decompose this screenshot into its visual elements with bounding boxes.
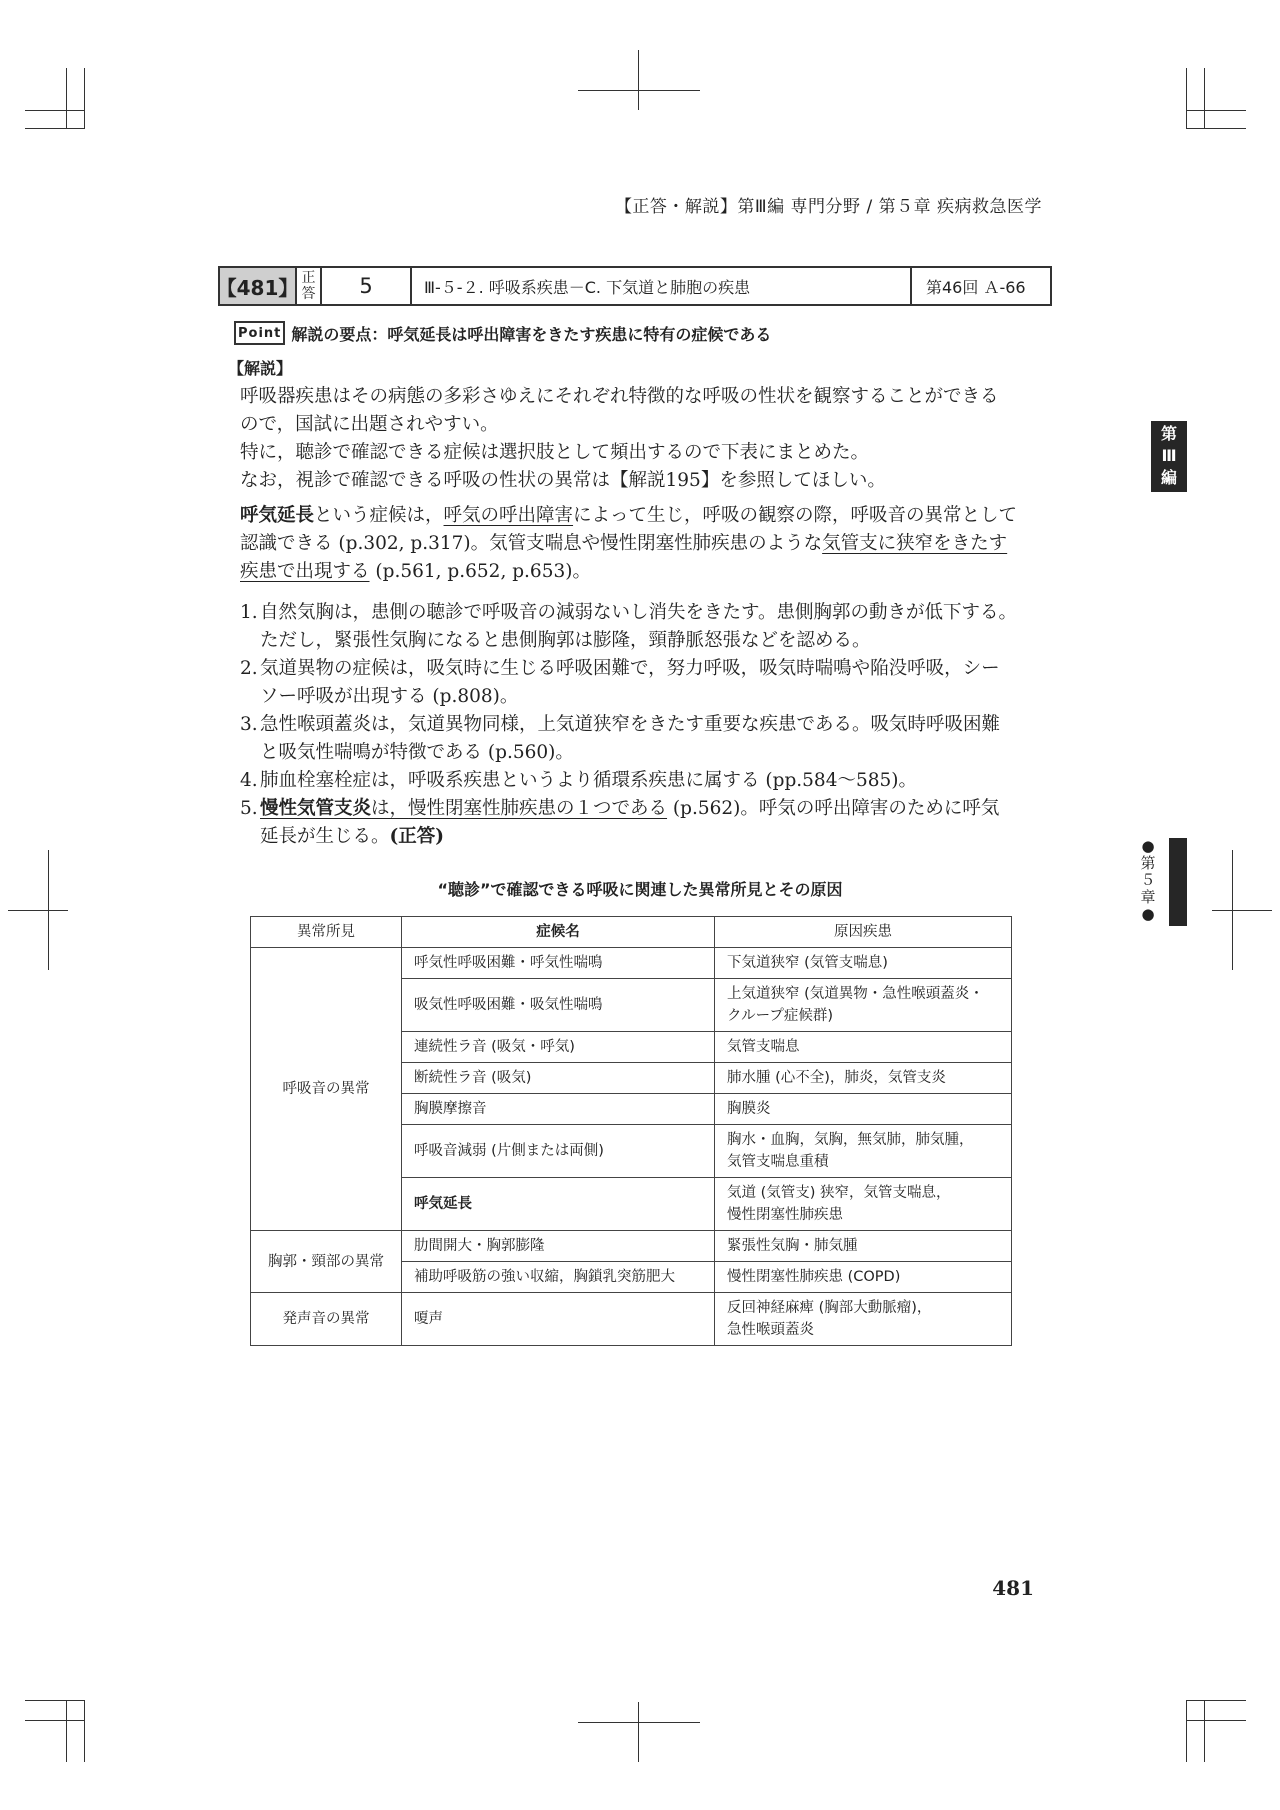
seito-label [297, 268, 322, 304]
correct-tag: (正答) [389, 826, 445, 847]
underlined-phrase: 慢性閉塞性肺疾患の１つである [408, 798, 668, 819]
question-category: Ⅲ-５-２. 呼吸系疾患－C. 下気道と肺胞の疾患 [412, 268, 912, 304]
crop-mark [1186, 1720, 1246, 1721]
kaisetsu-heading: 【解説】 [228, 359, 293, 378]
cause-line: 慢性閉塞性肺疾患 [727, 1207, 843, 1223]
intro-line: ので，国試に出題されやすい。 [240, 414, 499, 435]
tab-char: 編 [1160, 468, 1177, 487]
exam-reference: 第46回 Ａ-66 [926, 277, 1026, 297]
cause-cell: 慢性閉塞性肺疾患 (COPD) [715, 1262, 1012, 1293]
crop-mark [84, 1700, 85, 1762]
crop-mark [1186, 68, 1187, 128]
crop-mark [1186, 1700, 1246, 1701]
crop-mark [1204, 68, 1205, 128]
tab-char: 章 [1140, 888, 1156, 906]
crop-mark [25, 110, 85, 111]
text-span: 延長が生じる。 [260, 826, 390, 847]
crop-mark [1212, 910, 1272, 911]
crop-mark [66, 1700, 67, 1762]
cause-line: 上気道狭窄 (気道異物・急性喉頭蓋炎・ [727, 986, 984, 1002]
intro-paragraph [240, 383, 1040, 495]
table-title: “聴診”で確認できる呼吸に関連した異常所見とその原因 [437, 880, 843, 899]
point-text: 解説の要点：呼気延長は呼出障害をきたす疾患に特有の症候である [291, 324, 772, 344]
underlined-phrase: 気管支に狭窄をきたす [822, 533, 1008, 554]
explanation-paragraph [240, 502, 1040, 586]
intro-line: なお，視診で確認できる呼吸の性状の異常は【解説195】を参照してほしい。 [240, 470, 886, 491]
cause-cell [715, 1178, 1012, 1231]
category-cell: 発声音の異常 [251, 1293, 402, 1346]
crop-mark [1186, 1700, 1187, 1762]
text-span: (p.561, p.652, p.653)。 [369, 561, 591, 582]
cause-line: 胸水・血胸，気胸，無気肺，肺気腫， [727, 1132, 974, 1148]
cause-cell: 胸膜炎 [715, 1094, 1012, 1125]
tab-char: 第 [1140, 854, 1156, 872]
answer-number: 4. [240, 770, 258, 791]
crop-mark [1204, 1700, 1205, 1762]
cause-cell: 肺水腫 (心不全)，肺炎，気管支炎 [715, 1063, 1012, 1094]
point-line [234, 321, 771, 345]
question-header [218, 266, 1052, 306]
answer-line: 肺血栓塞栓症は，呼吸系疾患というより循環系疾患に属する (pp.584〜585)。 [260, 770, 918, 791]
crop-mark [8, 910, 68, 911]
answer-line: 急性喉頭蓋炎は，気道異物同様，上気道狭窄をきたす重要な疾患である。吸気時呼吸困難 [260, 714, 1001, 735]
running-header: 【正答・解説】第Ⅲ編 専門分野 / 第５章 疾病救急医学 [614, 197, 1042, 217]
answer-item [240, 655, 1050, 711]
answer-line: と吸気性喘鳴が特徴である (p.560)。 [260, 742, 574, 763]
symptom-cell: 嗄声 [402, 1293, 715, 1346]
crop-mark [25, 1700, 85, 1701]
underlined-phrase: 疾患で出現する [240, 561, 370, 582]
crop-mark [578, 90, 700, 91]
cause-line: 急性喉頭蓋炎 [727, 1322, 814, 1338]
symptom-cell: 呼吸音減弱 (片側または両側) [402, 1125, 715, 1178]
answer-item [240, 767, 1050, 795]
answer-number: 2. [240, 658, 258, 679]
answer-item [240, 599, 1050, 655]
symptom-cell: 胸膜摩擦音 [402, 1094, 715, 1125]
cause-cell [715, 979, 1012, 1032]
answer-line: 気道異物の症候は，吸気時に生じる呼吸困難で，努力呼吸，吸気時喘鳴や陥没呼吸，シー [260, 658, 1000, 679]
point-icon: Point [234, 321, 285, 345]
text-span: という症候は， [314, 505, 444, 526]
correct-answer: 5 [322, 268, 412, 304]
intro-line: 呼吸器疾患はその病態の多彩さゆえにそれぞれ特徴的な呼吸の性状を観察することができる [240, 386, 999, 407]
crop-mark [578, 1722, 700, 1723]
text-span: によって生じ，呼吸の観察の際，呼吸音の異常として [573, 505, 1018, 526]
crop-mark [638, 1702, 639, 1762]
tab-char: ● [1141, 905, 1155, 923]
seito-char: 答 [301, 286, 316, 302]
symptom-cell: 肋間開大・胸郭膨隆 [402, 1231, 715, 1262]
answer-list [240, 599, 1050, 851]
cause-cell: 下気道狭窄 (気管支喘息) [715, 948, 1012, 979]
table-row [251, 1231, 1012, 1262]
category-cell: 呼吸音の異常 [251, 948, 402, 1231]
key-term: 呼気延長 [240, 505, 315, 526]
cause-cell [715, 1293, 1012, 1346]
underlined-phrase: 慢性気管支炎 [260, 798, 372, 819]
underlined-phrase: 呼気の呼出障害 [443, 505, 574, 526]
cause-line: 気管支喘息重積 [727, 1154, 829, 1170]
table-row [251, 948, 1012, 979]
answer-number: 1. [240, 602, 258, 623]
cause-cell: 緊張性気胸・肺気腫 [715, 1231, 1012, 1262]
findings-table [250, 916, 1012, 1346]
table-row [251, 1293, 1012, 1346]
cause-cell: 気管支喘息 [715, 1032, 1012, 1063]
crop-mark [1186, 110, 1246, 111]
crop-mark [25, 128, 85, 129]
answer-line: ソー呼吸が出現する (p.808)。 [260, 686, 519, 707]
symptom-cell: 呼気延長 [402, 1178, 715, 1231]
part-tab [1151, 421, 1187, 492]
text-span: (p.562)。呼気の呼出障害のために呼気 [667, 798, 1000, 819]
category-cell: 胸郭・頸部の異常 [251, 1231, 402, 1293]
cause-line: 反回神経麻痺 (胸部大動脈瘤)， [727, 1300, 932, 1316]
tab-char: 第 [1160, 424, 1177, 443]
underlined-phrase: は， [371, 798, 409, 819]
tab-char: Ⅲ [1161, 446, 1177, 465]
answer-line: ただし，緊張性気胸になると患側胸郭は膨隆，頸静脈怒張などを認める。 [260, 630, 871, 651]
text-span: 認識できる (p.302, p.317)。気管支喘息や慢性閉塞性肺疾患のような [240, 533, 823, 554]
symptom-cell: 吸気性呼吸困難・吸気性喘鳴 [402, 979, 715, 1032]
answer-item [240, 795, 1050, 851]
intro-line: 特に，聴診で確認できる症候は選択肢として頻出するので下表にまとめた。 [240, 442, 870, 463]
column-header: 原因疾患 [715, 917, 1012, 948]
question-number: 【481】 [220, 268, 297, 304]
crop-mark [66, 68, 67, 128]
column-header: 症候名 [402, 917, 715, 948]
cause-line: 気道 (気管支) 狭窄，気管支喘息， [727, 1185, 951, 1201]
crop-mark [25, 1720, 85, 1721]
symptom-cell: 断続性ラ音 (吸気) [402, 1063, 715, 1094]
cause-line: クループ症候群) [727, 1008, 833, 1024]
symptom-cell: 連続性ラ音 (吸気・呼気) [402, 1032, 715, 1063]
table-header-row [251, 917, 1012, 948]
page-number: 481 [992, 1576, 1034, 1600]
answer-number: 5. [240, 798, 258, 819]
seito-char: 正 [301, 270, 316, 286]
answer-line: 自然気胸は，患側の聴診で呼吸音の減弱ないし消失をきたす。患側胸郭の動きが低下する。 [260, 602, 1018, 623]
symptom-cell: 補助呼吸筋の強い収縮，胸鎖乳突筋肥大 [402, 1262, 715, 1293]
crop-mark [1186, 128, 1246, 129]
answer-number: 3. [240, 714, 258, 735]
tab-char: ５ [1140, 871, 1156, 889]
answer-item [240, 711, 1050, 767]
tab-char: ● [1141, 837, 1155, 855]
crop-mark [84, 68, 85, 128]
symptom-cell: 呼気性呼吸困難・呼気性喘鳴 [402, 948, 715, 979]
cause-cell [715, 1125, 1012, 1178]
column-header: 異常所見 [251, 917, 402, 948]
crop-mark [638, 50, 639, 110]
